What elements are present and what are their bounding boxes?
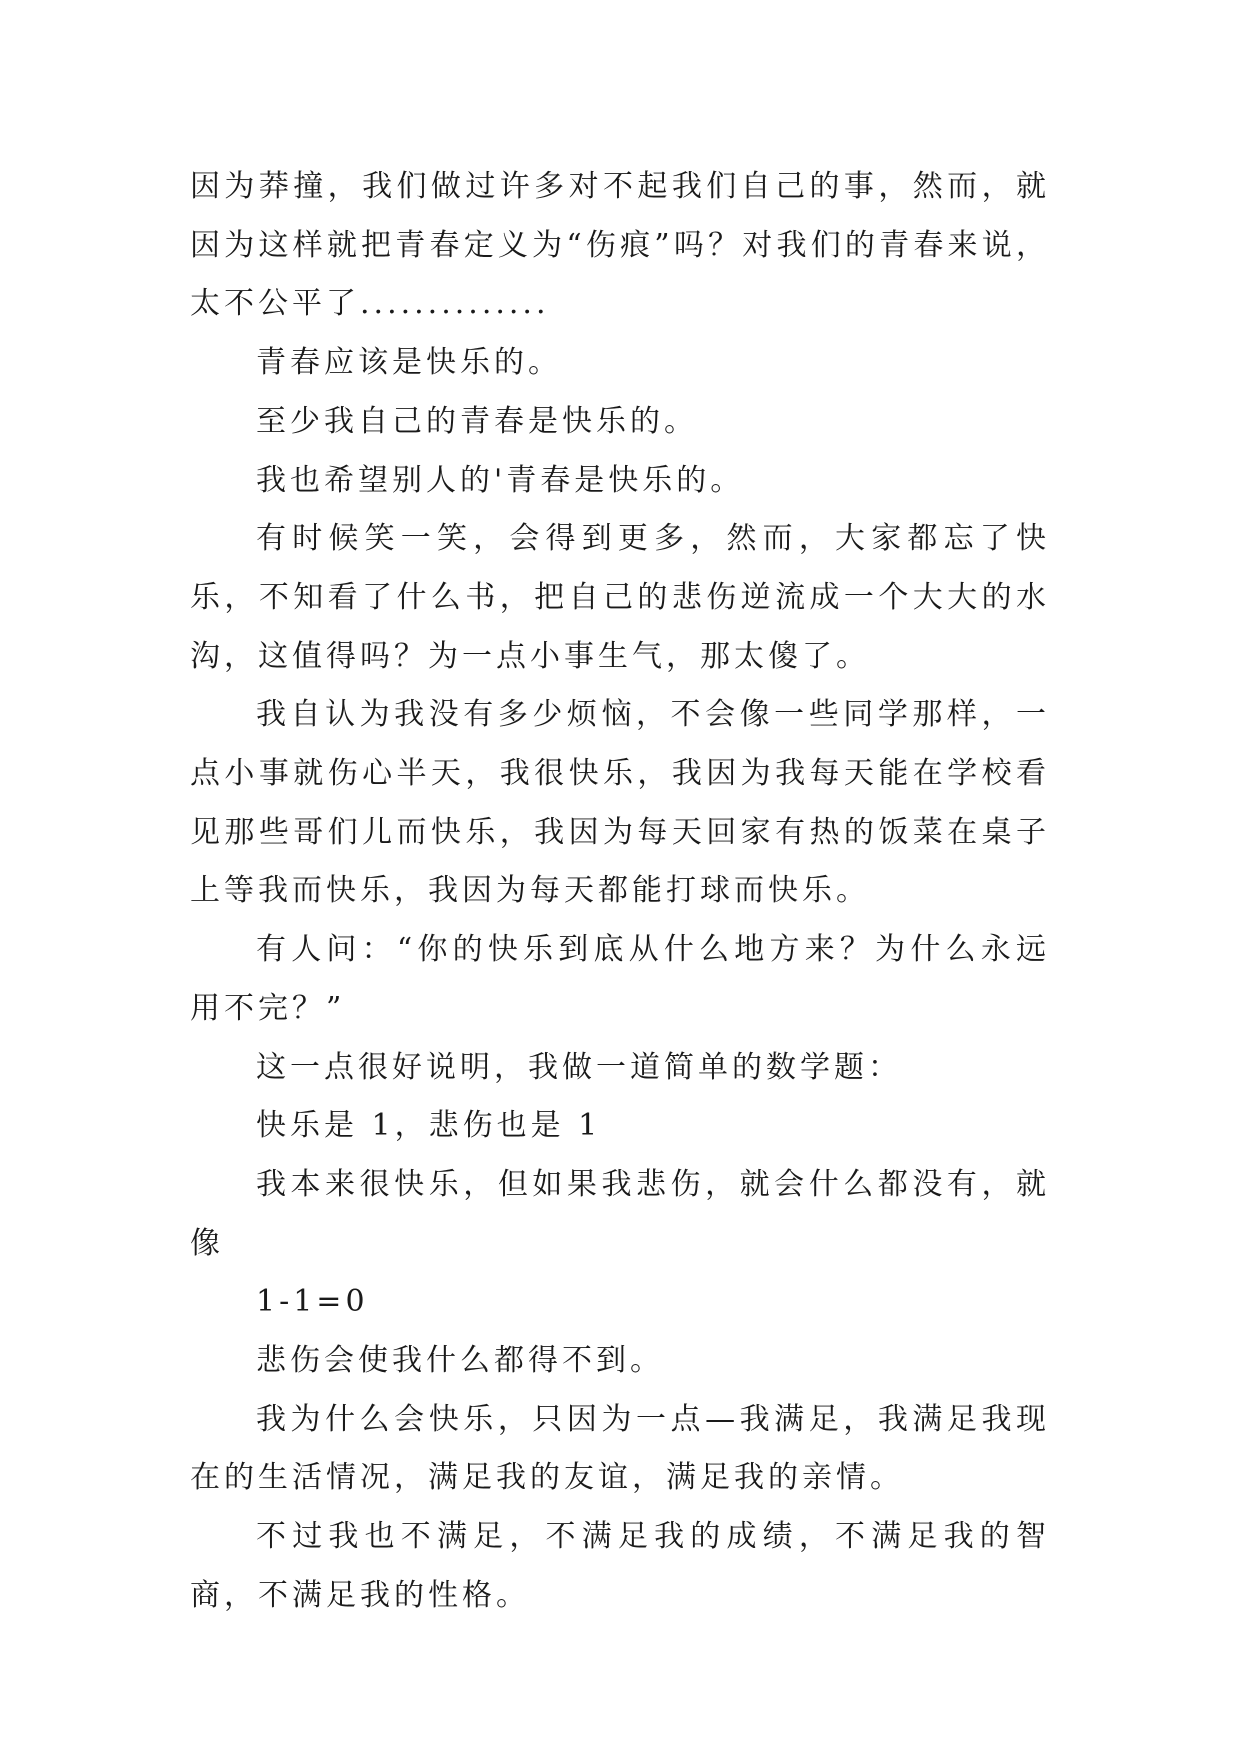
paragraph: 因为莽撞，我们做过许多对不起我们自己的事，然而，就因为这样就把青春定义为“伤痕”吗？对我们的青春来说，太不公平了.............. — [190, 169, 1050, 322]
paragraph: 我自认为我没有多少烦恼，不会像一些同学那样，一点小事就伤心半天，我很快乐，我因为我每天能在学校看见那些哥们儿而快乐，我因为每天回家有热的饭菜在桌子上等我而快乐，我因为每天都能打球而快乐。 — [190, 697, 1050, 909]
paragraph: 青春应该是快乐的。 — [256, 345, 562, 381]
paragraph: 有人问：“你的快乐到底从什么地方来？为什么永远用不完？” — [190, 932, 1050, 1026]
paragraph: 不过我也不满足，不满足我的成绩，不满足我的智商，不满足我的性格。 — [190, 1519, 1050, 1613]
document-body — [190, 158, 1050, 1626]
paragraph: 我也希望别人的'青春是快乐的。 — [256, 462, 745, 498]
paragraph: 至少我自己的青春是快乐的。 — [256, 403, 698, 439]
paragraph: 快乐是 1，悲伤也是 1 — [256, 1108, 602, 1144]
paragraph: 悲伤会使我什么都得不到。 — [256, 1343, 664, 1379]
paragraph: 1-1=0 — [256, 1284, 369, 1320]
paragraph: 这一点很好说明，我做一道简单的数学题： — [256, 1049, 902, 1085]
paragraph: 有时候笑一笑，会得到更多，然而，大家都忘了快乐，不知看了什么书，把自己的悲伤逆流成一个大大的水沟，这值得吗？为一点小事生气，那太傻了。 — [190, 521, 1050, 674]
paragraph: 我为什么会快乐，只因为一点—我满足，我满足我现在的生活情况，满足我的友谊，满足我的亲情。 — [190, 1401, 1050, 1496]
paragraph: 我本来很快乐，但如果我悲伤，就会什么都没有，就像 — [190, 1166, 1050, 1261]
